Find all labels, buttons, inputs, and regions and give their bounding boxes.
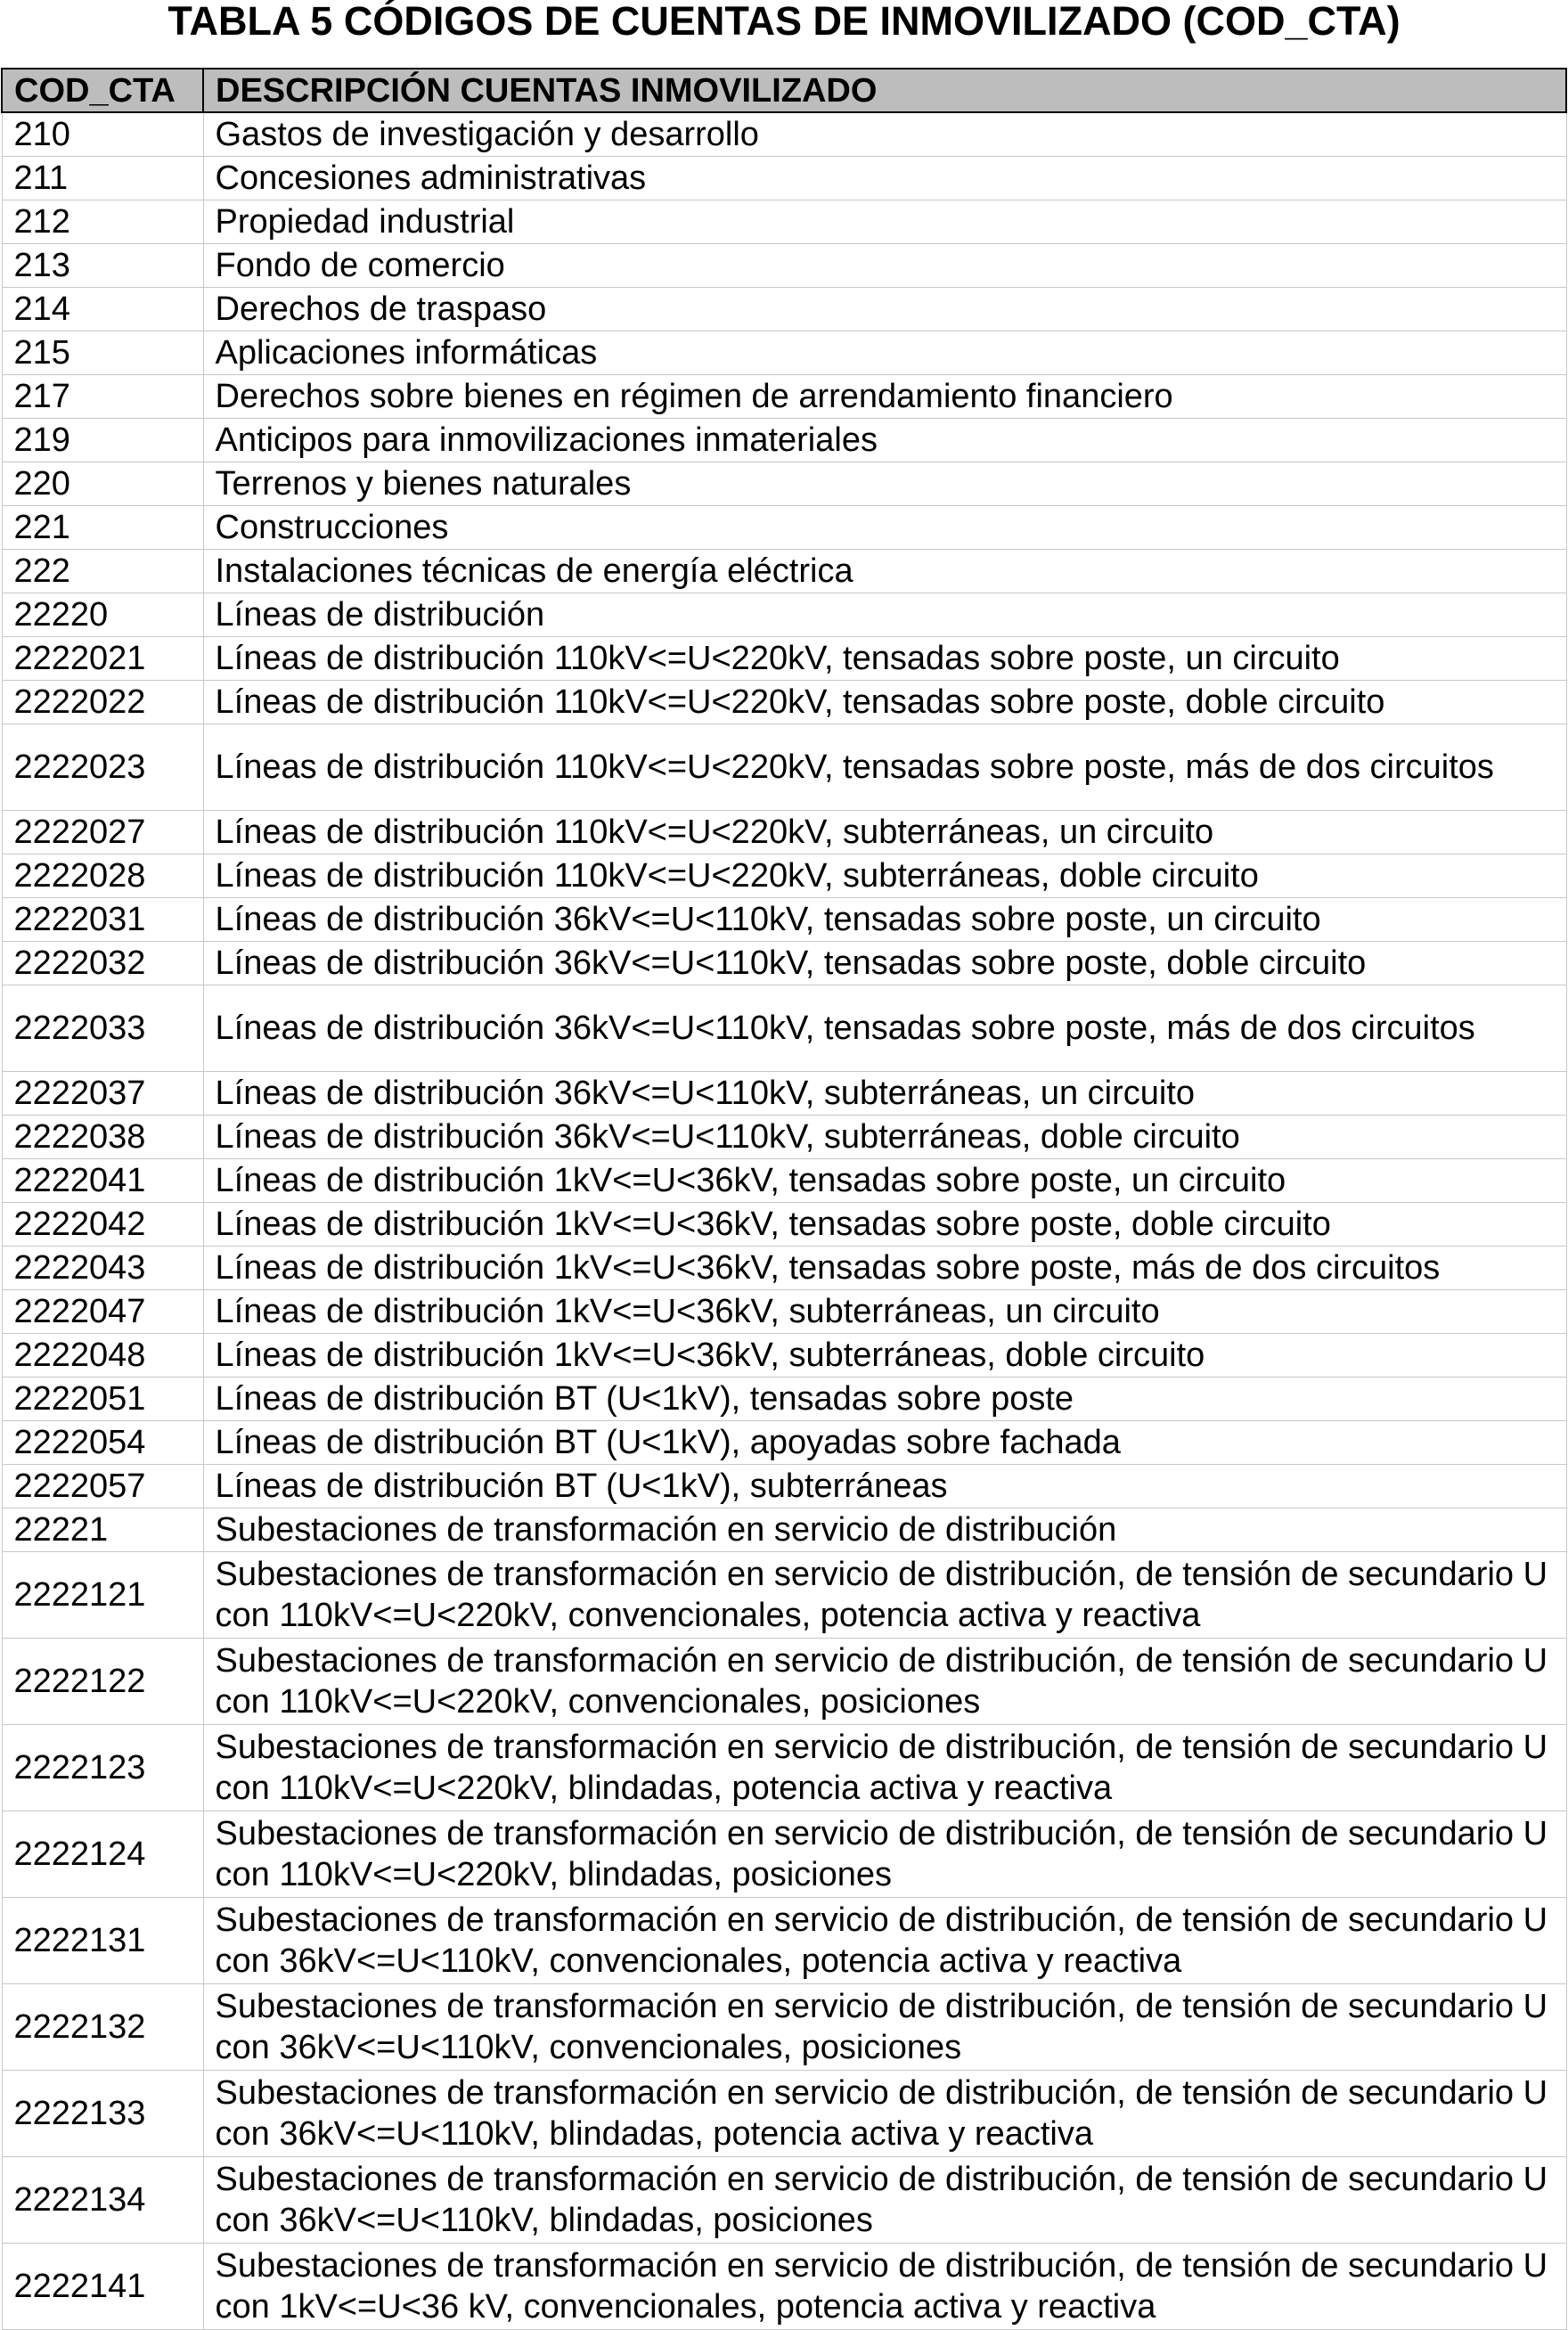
account-code-cell: 2222041 bbox=[2, 1158, 203, 1202]
account-description-cell: Líneas de distribución 36kV<=U<110kV, subterráneas, un circuito bbox=[203, 1071, 1566, 1115]
account-description-cell: Subestaciones de transformación en servicio de distribución, de tensión de secundario U con 36kV<=U<110kV, blindadas, posiciones bbox=[203, 2156, 1566, 2243]
account-code-cell: 2222032 bbox=[2, 941, 203, 985]
account-description-cell: Aplicaciones informáticas bbox=[203, 331, 1566, 374]
account-code-cell: 2222022 bbox=[2, 680, 203, 724]
account-description-cell: Líneas de distribución 110kV<=U<220kV, tensadas sobre poste, doble circuito bbox=[203, 680, 1566, 724]
account-description-cell: Líneas de distribución 110kV<=U<220kV, tensadas sobre poste, más de dos circuitos bbox=[203, 724, 1566, 810]
account-code-cell: 2222033 bbox=[2, 985, 203, 1071]
account-code-cell: 2222031 bbox=[2, 897, 203, 941]
account-description-cell: Subestaciones de transformación en servicio de distribución, de tensión de secundario U con 36kV<=U<110kV, convencionales, potencia activa y reactiva bbox=[203, 1897, 1566, 1983]
account-code-cell: 2222048 bbox=[2, 1333, 203, 1377]
table-row bbox=[2, 1071, 1566, 1115]
account-description-cell: Líneas de distribución BT (U<1kV), apoyadas sobre fachada bbox=[203, 1420, 1566, 1464]
account-code-cell: 2222122 bbox=[2, 1638, 203, 1724]
table-row bbox=[2, 1464, 1566, 1508]
account-code-cell: 2222131 bbox=[2, 1897, 203, 1983]
accounts-table bbox=[1, 68, 1567, 2330]
table-row bbox=[2, 1811, 1566, 1897]
account-code-cell: 2222023 bbox=[2, 724, 203, 810]
account-description-cell: Derechos sobre bienes en régimen de arrendamiento financiero bbox=[203, 374, 1566, 418]
account-code-cell: 2222038 bbox=[2, 1115, 203, 1158]
table-row bbox=[2, 724, 1566, 810]
table-row bbox=[2, 593, 1566, 636]
account-code-cell: 2222121 bbox=[2, 1551, 203, 1638]
account-description-cell: Líneas de distribución BT (U<1kV), tensadas sobre poste bbox=[203, 1377, 1566, 1420]
table-row bbox=[2, 810, 1566, 854]
table-header-row bbox=[2, 69, 1566, 112]
account-description-cell: Líneas de distribución 110kV<=U<220kV, subterráneas, un circuito bbox=[203, 810, 1566, 854]
table-row bbox=[2, 418, 1566, 462]
account-code-cell: 215 bbox=[2, 331, 203, 374]
account-code-cell: 2222123 bbox=[2, 1724, 203, 1811]
account-description-cell: Subestaciones de transformación en servicio de distribución, de tensión de secundario U con 110kV<=U<220kV, blindadas, potencia activa y reactiva bbox=[203, 1724, 1566, 1811]
account-code-cell: 2222057 bbox=[2, 1464, 203, 1508]
table-row bbox=[2, 462, 1566, 505]
account-description-cell: Líneas de distribución 1kV<=U<36kV, tensadas sobre poste, un circuito bbox=[203, 1158, 1566, 1202]
table-row bbox=[2, 1420, 1566, 1464]
table-row bbox=[2, 243, 1566, 287]
table-row bbox=[2, 1897, 1566, 1983]
account-code-cell: 22220 bbox=[2, 593, 203, 636]
table-row bbox=[2, 331, 1566, 374]
account-code-cell: 214 bbox=[2, 287, 203, 331]
table-row bbox=[2, 854, 1566, 897]
table-row bbox=[2, 287, 1566, 331]
table-row bbox=[2, 941, 1566, 985]
account-code-cell: 211 bbox=[2, 156, 203, 200]
account-description-cell: Gastos de investigación y desarrollo bbox=[203, 112, 1566, 156]
account-code-cell: 2222133 bbox=[2, 2070, 203, 2156]
column-header-code: COD_CTA bbox=[2, 69, 203, 112]
account-description-cell: Subestaciones de transformación en servicio de distribución, de tensión de secundario U con 36kV<=U<110kV, convencionales, posiciones bbox=[203, 1983, 1566, 2070]
account-description-cell: Líneas de distribución 1kV<=U<36kV, tensadas sobre poste, doble circuito bbox=[203, 1202, 1566, 1246]
account-description-cell: Subestaciones de transformación en servicio de distribución, de tensión de secundario U con 110kV<=U<220kV, convencionales, potencia activa y reactiva bbox=[203, 1551, 1566, 1638]
table-row bbox=[2, 2156, 1566, 2243]
account-code-cell: 2222132 bbox=[2, 1983, 203, 2070]
table-row bbox=[2, 200, 1566, 243]
account-code-cell: 221 bbox=[2, 505, 203, 549]
account-code-cell: 2222134 bbox=[2, 2156, 203, 2243]
account-code-cell: 220 bbox=[2, 462, 203, 505]
account-description-cell: Subestaciones de transformación en servicio de distribución, de tensión de secundario U con 110kV<=U<220kV, convencionales, posiciones bbox=[203, 1638, 1566, 1724]
account-description-cell: Subestaciones de transformación en servicio de distribución, de tensión de secundario U con 110kV<=U<220kV, blindadas, posiciones bbox=[203, 1811, 1566, 1897]
account-code-cell: 219 bbox=[2, 418, 203, 462]
table-row bbox=[2, 2070, 1566, 2156]
account-description-cell: Terrenos y bienes naturales bbox=[203, 462, 1566, 505]
account-code-cell: 2222042 bbox=[2, 1202, 203, 1246]
account-code-cell: 210 bbox=[2, 112, 203, 156]
account-description-cell: Subestaciones de transformación en servicio de distribución, de tensión de secundario U con 36kV<=U<110kV, blindadas, potencia activa y reactiva bbox=[203, 2070, 1566, 2156]
table-row bbox=[2, 1377, 1566, 1420]
table-row bbox=[2, 1158, 1566, 1202]
account-code-cell: 2222124 bbox=[2, 1811, 203, 1897]
account-description-cell: Líneas de distribución 110kV<=U<220kV, tensadas sobre poste, un circuito bbox=[203, 636, 1566, 680]
account-code-cell: 2222051 bbox=[2, 1377, 203, 1420]
account-description-cell: Líneas de distribución 36kV<=U<110kV, subterráneas, doble circuito bbox=[203, 1115, 1566, 1158]
account-description-cell: Instalaciones técnicas de energía eléctrica bbox=[203, 549, 1566, 593]
account-description-cell: Concesiones administrativas bbox=[203, 156, 1566, 200]
account-code-cell: 2222043 bbox=[2, 1246, 203, 1289]
table-row bbox=[2, 1724, 1566, 1811]
account-description-cell: Propiedad industrial bbox=[203, 200, 1566, 243]
table-row bbox=[2, 897, 1566, 941]
account-description-cell: Líneas de distribución 1kV<=U<36kV, subterráneas, doble circuito bbox=[203, 1333, 1566, 1377]
account-code-cell: 222 bbox=[2, 549, 203, 593]
table-row bbox=[2, 1289, 1566, 1333]
account-description-cell: Líneas de distribución 36kV<=U<110kV, tensadas sobre poste, un circuito bbox=[203, 897, 1566, 941]
account-description-cell: Subestaciones de transformación en servicio de distribución, de tensión de secundario U con 1kV<=U<36 kV, convencionales, potencia activa y reactiva bbox=[203, 2243, 1566, 2329]
table-row bbox=[2, 505, 1566, 549]
table-row bbox=[2, 1551, 1566, 1638]
table-row bbox=[2, 549, 1566, 593]
account-code-cell: 2222054 bbox=[2, 1420, 203, 1464]
account-description-cell: Líneas de distribución 36kV<=U<110kV, tensadas sobre poste, más de dos circuitos bbox=[203, 985, 1566, 1071]
account-code-cell: 2222047 bbox=[2, 1289, 203, 1333]
account-description-cell: Fondo de comercio bbox=[203, 243, 1566, 287]
table-row bbox=[2, 636, 1566, 680]
table-row bbox=[2, 156, 1566, 200]
account-code-cell: 217 bbox=[2, 374, 203, 418]
account-description-cell: Líneas de distribución 1kV<=U<36kV, subterráneas, un circuito bbox=[203, 1289, 1566, 1333]
table-row bbox=[2, 985, 1566, 1071]
account-code-cell: 212 bbox=[2, 200, 203, 243]
table-row bbox=[2, 1333, 1566, 1377]
table-row bbox=[2, 1115, 1566, 1158]
account-description-cell: Líneas de distribución bbox=[203, 593, 1566, 636]
account-code-cell: 2222141 bbox=[2, 2243, 203, 2329]
table-row bbox=[2, 1246, 1566, 1289]
account-code-cell: 2222037 bbox=[2, 1071, 203, 1115]
column-header-description: DESCRIPCIÓN CUENTAS INMOVILIZADO bbox=[203, 69, 1566, 112]
account-code-cell: 2222028 bbox=[2, 854, 203, 897]
table-row bbox=[2, 680, 1566, 724]
table-row bbox=[2, 1202, 1566, 1246]
table-row bbox=[2, 1983, 1566, 2070]
account-code-cell: 2222027 bbox=[2, 810, 203, 854]
table-row bbox=[2, 1638, 1566, 1724]
page-title: TABLA 5 CÓDIGOS DE CUENTAS DE INMOVILIZADO (COD_CTA) bbox=[167, 0, 1401, 44]
account-description-cell: Derechos de traspaso bbox=[203, 287, 1566, 331]
account-code-cell: 22221 bbox=[2, 1508, 203, 1551]
account-code-cell: 2222021 bbox=[2, 636, 203, 680]
account-description-cell: Anticipos para inmovilizaciones inmateriales bbox=[203, 418, 1566, 462]
account-description-cell: Líneas de distribución 110kV<=U<220kV, subterráneas, doble circuito bbox=[203, 854, 1566, 897]
table-row bbox=[2, 374, 1566, 418]
account-code-cell: 213 bbox=[2, 243, 203, 287]
account-description-cell: Construcciones bbox=[203, 505, 1566, 549]
table-body bbox=[2, 112, 1566, 2329]
account-description-cell: Líneas de distribución 36kV<=U<110kV, tensadas sobre poste, doble circuito bbox=[203, 941, 1566, 985]
account-description-cell: Líneas de distribución BT (U<1kV), subterráneas bbox=[203, 1464, 1566, 1508]
table-row bbox=[2, 2243, 1566, 2329]
table-row bbox=[2, 112, 1566, 156]
account-description-cell: Subestaciones de transformación en servicio de distribución bbox=[203, 1508, 1566, 1551]
table-row bbox=[2, 1508, 1566, 1551]
account-description-cell: Líneas de distribución 1kV<=U<36kV, tensadas sobre poste, más de dos circuitos bbox=[203, 1246, 1566, 1289]
